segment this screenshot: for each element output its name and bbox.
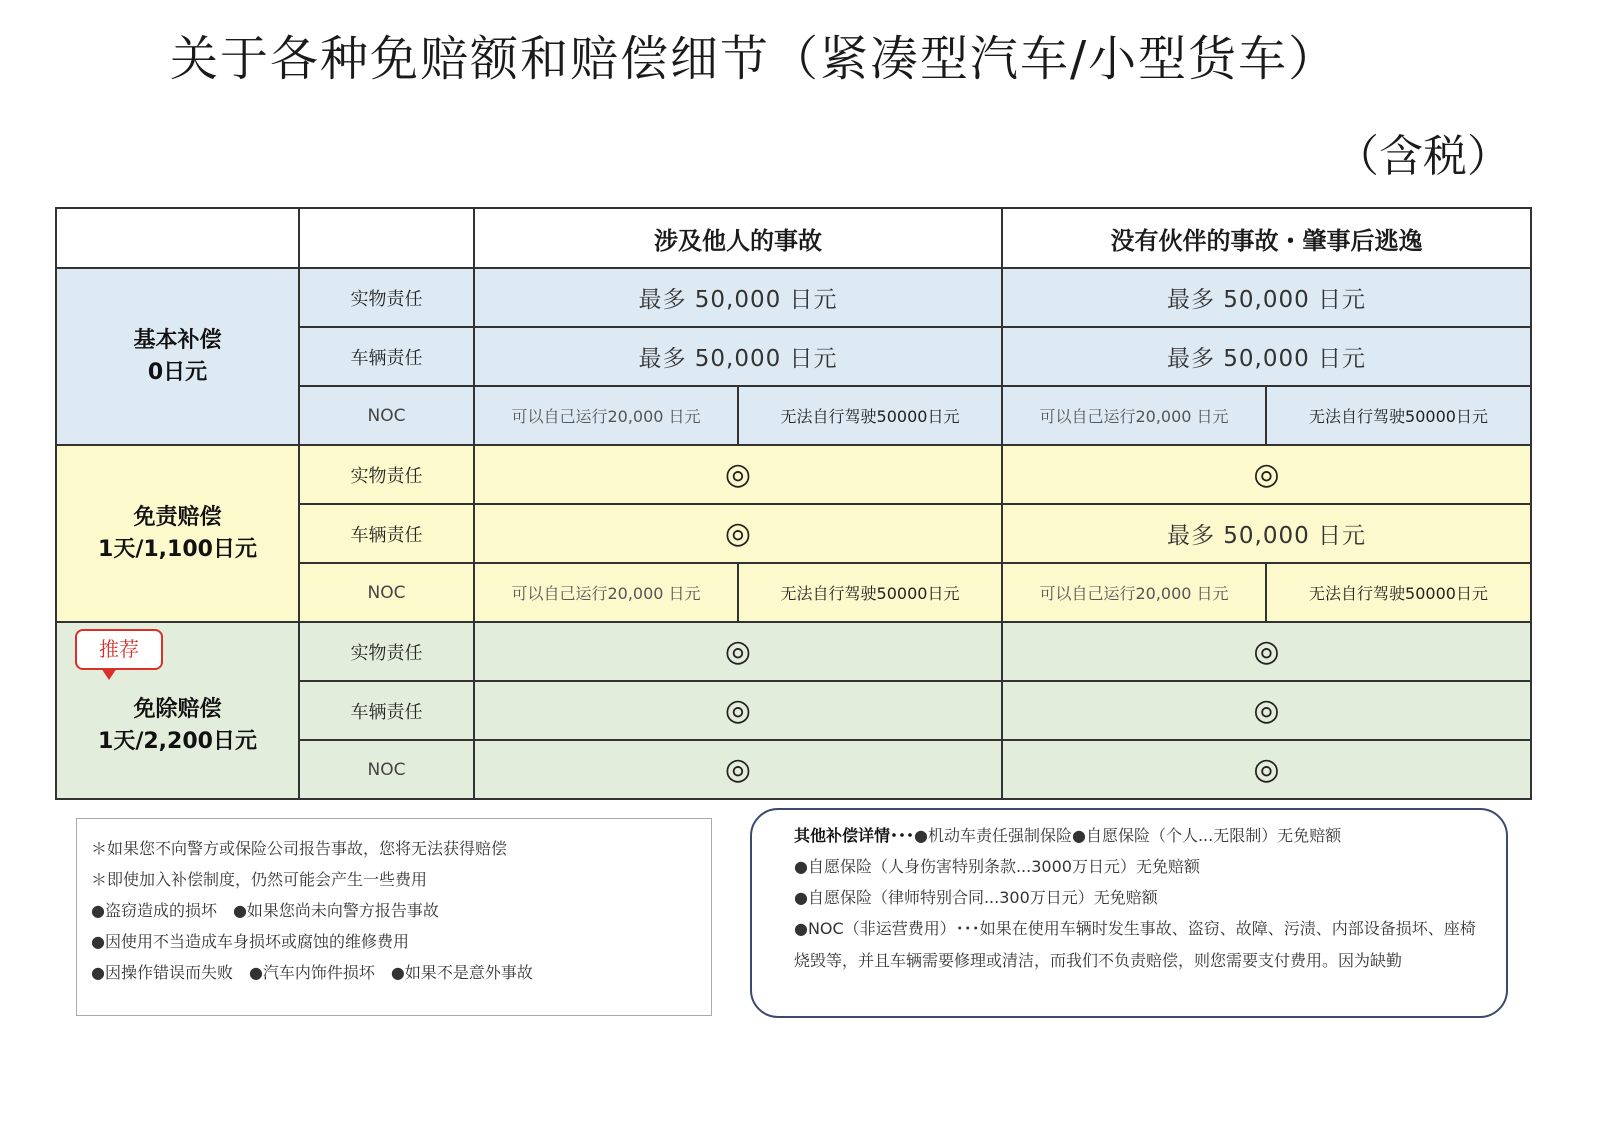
waiver-noc-drivable-single: 可以自己运行20,000 日元 xyxy=(1002,563,1266,622)
plan-waiver-name: 免责赔偿 xyxy=(133,504,222,530)
row-label-property: 实物责任 xyxy=(299,445,474,504)
row-label-vehicle: 车辆责任 xyxy=(299,504,474,563)
plan-full xyxy=(56,622,299,799)
row-label-vehicle: 车辆责任 xyxy=(299,681,474,740)
exclusion-notes xyxy=(76,818,712,1016)
full-noc-others-covered-mark: ◎ xyxy=(474,740,1002,799)
row-label-noc: NOC xyxy=(299,740,474,799)
plan-waiver xyxy=(56,445,299,622)
compensation-table xyxy=(55,207,1532,800)
plan-basic xyxy=(56,268,299,445)
plan-basic-price: 0日元 xyxy=(147,359,208,385)
plan-full-name: 免除赔偿 xyxy=(133,696,222,722)
waiver-property-single-covered-mark: ◎ xyxy=(1002,445,1531,504)
other-compensation-text: ●机动车责任强制保险●自愿保险（个人...无限制）无免赔额 xyxy=(914,826,1342,845)
plan-full-price: 1天/2,200日元 xyxy=(98,728,257,754)
recommended-badge: 推荐 xyxy=(75,629,163,670)
header-accident-others: 涉及他人的事故 xyxy=(474,208,1002,268)
other-compensation-heading: 其他补偿详情･･･ xyxy=(794,826,915,845)
basic-property-others: 最多 50,000 日元 xyxy=(474,268,1002,327)
row-label-property: 实物责任 xyxy=(299,622,474,681)
other-compensation-box xyxy=(750,808,1508,1018)
full-property-others-covered-mark: ◎ xyxy=(474,622,1002,681)
row-label-property: 实物责任 xyxy=(299,268,474,327)
other-compensation-line-2: ●自愿保险（人身伤害特别条款...3000万日元）无免赔额 xyxy=(794,857,1200,876)
waiver-noc-not-drivable-single: 无法自行驾驶50000日元 xyxy=(1266,563,1531,622)
basic-noc-drivable-others: 可以自己运行20,000 日元 xyxy=(474,386,738,445)
waiver-noc-not-drivable-others: 无法自行驾驶50000日元 xyxy=(738,563,1002,622)
waiver-noc-drivable-others: 可以自己运行20,000 日元 xyxy=(474,563,738,622)
other-compensation-line-1 xyxy=(794,820,1486,851)
exclusion-note: ●因使用不当造成车身损坏或腐蚀的维修费用 xyxy=(91,932,409,951)
row-label-vehicle: 车辆责任 xyxy=(299,327,474,386)
plan-waiver-price: 1天/1,100日元 xyxy=(98,536,257,562)
header-empty-cell xyxy=(56,208,299,268)
exclusion-note: ●因操作错误而失败 ●汽车内饰件损坏 ●如果不是意外事故 xyxy=(91,963,533,982)
full-noc-single-covered-mark: ◎ xyxy=(1002,740,1531,799)
exclusion-note: ＊如果您不向警方或保险公司报告事故，您将无法获得赔偿 xyxy=(91,839,508,858)
basic-noc-drivable-single: 可以自己运行20,000 日元 xyxy=(1002,386,1266,445)
waiver-property-others-covered-mark: ◎ xyxy=(474,445,1002,504)
header-accident-single: 没有伙伴的事故・肇事后逃逸 xyxy=(1002,208,1531,268)
plan-basic-name: 基本补偿 xyxy=(133,327,222,353)
basic-noc-not-drivable-single: 无法自行驾驶50000日元 xyxy=(1266,386,1531,445)
full-vehicle-others-covered-mark: ◎ xyxy=(474,681,1002,740)
row-label-noc: NOC xyxy=(299,386,474,445)
basic-property-single: 最多 50,000 日元 xyxy=(1002,268,1531,327)
basic-vehicle-single: 最多 50,000 日元 xyxy=(1002,327,1531,386)
page-title: 关于各种免赔额和赔偿细节（紧凑型汽车/小型货车） xyxy=(170,31,1339,87)
basic-vehicle-others: 最多 50,000 日元 xyxy=(474,327,1002,386)
exclusion-note: ●盗窃造成的损坏 ●如果您尚未向警方报告事故 xyxy=(91,901,439,920)
waiver-vehicle-others-covered-mark: ◎ xyxy=(474,504,1002,563)
basic-noc-not-drivable-others: 无法自行驾驶50000日元 xyxy=(738,386,1002,445)
noc-explanation: ●NOC（非运营费用）･･･如果在使用车辆时发生事故、盗窃、故障、污渍、内部设备损坏、座椅烧毁等，并且车辆需要修理或清洁，而我们不负责赔偿，则您需要支付费用。因为缺勤 xyxy=(794,919,1476,970)
full-vehicle-single-covered-mark: ◎ xyxy=(1002,681,1531,740)
header-empty-cell xyxy=(299,208,474,268)
exclusion-note: ＊即使加入补偿制度，仍然可能会产生一些费用 xyxy=(91,870,428,889)
waiver-vehicle-single: 最多 50,000 日元 xyxy=(1002,504,1531,563)
tax-note: （含税） xyxy=(1335,131,1511,182)
other-compensation-line-3: ●自愿保险（律师特别合同...300万日元）无免赔额 xyxy=(794,888,1158,907)
full-property-single-covered-mark: ◎ xyxy=(1002,622,1531,681)
row-label-noc: NOC xyxy=(299,563,474,622)
